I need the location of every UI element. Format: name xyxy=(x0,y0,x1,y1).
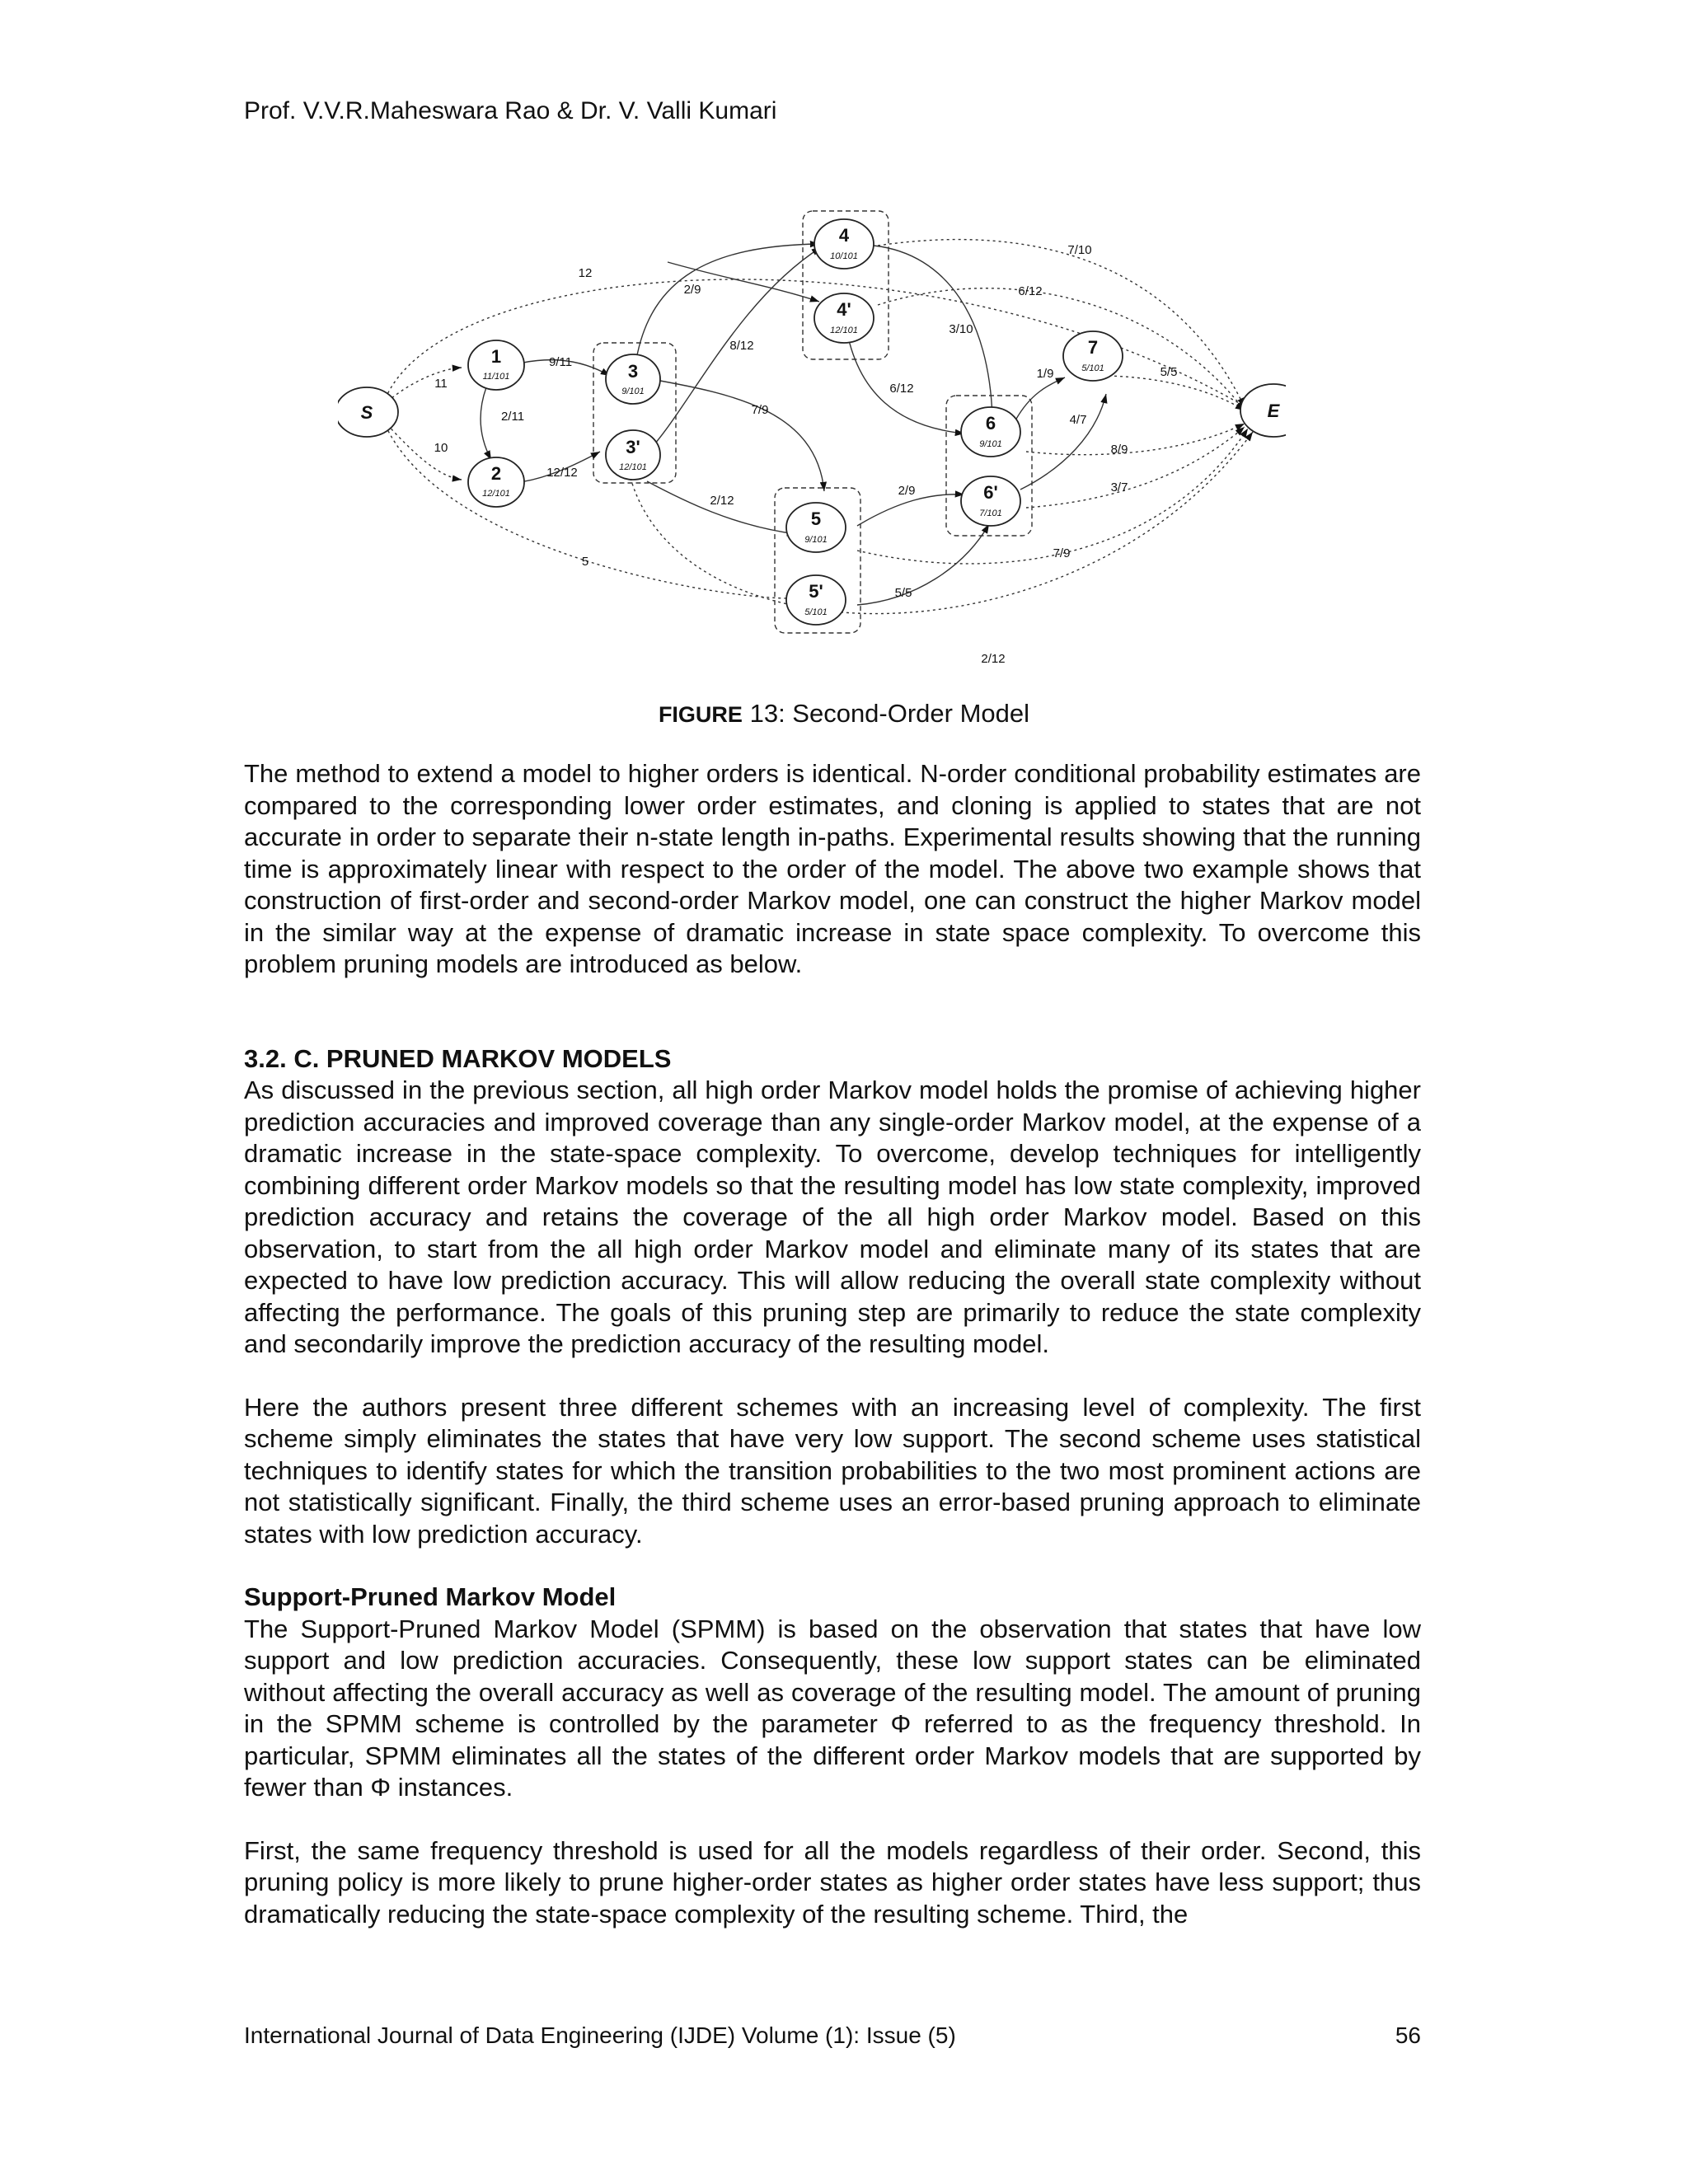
figure-caption xyxy=(0,699,1688,729)
edge-3-4 xyxy=(636,244,819,359)
edge-label: 9/11 xyxy=(548,355,573,369)
node-support: 7/101 xyxy=(979,509,1002,518)
edge-label: 5/5 xyxy=(1160,365,1178,379)
node-support: 9/101 xyxy=(979,439,1002,449)
edge-4p-e xyxy=(878,288,1245,410)
edge-6p-7 xyxy=(1020,394,1106,490)
edge-5-6p xyxy=(857,494,964,526)
edge-3p-5 xyxy=(647,481,796,534)
edge-label: 3/7 xyxy=(1110,480,1128,494)
edge-label: 6/12 xyxy=(1018,284,1043,298)
edge-5-e xyxy=(857,429,1248,564)
node-label: 4' xyxy=(837,299,851,320)
figure-caption-number: 13 xyxy=(749,699,779,728)
edge-6-e xyxy=(1026,424,1245,455)
edge-label: 2/12 xyxy=(710,494,734,508)
section-spmm xyxy=(244,1582,1421,1804)
edge-label: 5 xyxy=(581,555,589,569)
state-diagram xyxy=(338,204,1286,699)
edge-label: 3/10 xyxy=(949,322,973,336)
node-support: 9/101 xyxy=(804,535,828,545)
node-support: 12/101 xyxy=(830,326,858,335)
body-text xyxy=(244,758,1421,1961)
node-label: 1 xyxy=(490,346,502,367)
node-support: 12/101 xyxy=(619,462,647,472)
edge-label: 12/12 xyxy=(546,466,578,480)
figure-caption-label: FIGURE xyxy=(658,702,743,727)
figure-caption-title: : Second-Order Model xyxy=(778,699,1030,728)
edge-label: 11 xyxy=(434,377,448,391)
edge-3-5 xyxy=(651,379,824,491)
node-label: 3' xyxy=(626,437,640,457)
node-label: S xyxy=(360,402,373,423)
edge-label: 12 xyxy=(578,266,593,280)
node-label: 4 xyxy=(838,225,850,246)
edge-label: 2/11 xyxy=(500,410,525,424)
edge-3p-e xyxy=(631,432,1253,614)
edge-label: 7/9 xyxy=(751,403,769,417)
node-support: 11/101 xyxy=(482,372,510,382)
edge-label: 2/12 xyxy=(981,652,1006,666)
edge-s-2 xyxy=(383,420,462,480)
node-label: 5' xyxy=(809,581,823,602)
edge-label: 2/9 xyxy=(683,283,701,297)
paragraph-1: The method to extend a model to higher orders is identical. N-order conditional probability estimates are compared to the corresponding lower order estimates, and cloning is applied to states that are not accurate in order to separate their n-state length in-paths. Experimental results showing that the running time is approximately linear with respect to the order of the model. The above two example shows that construction of first-order and second-order Markov model, one can construct the higher Markov model in the similar way at the expense of dramatic increase in state space complexity. To overcome this problem pruning models are introduced as below. xyxy=(244,759,1421,978)
node-support: 5/101 xyxy=(804,607,828,617)
edge-label: 8/12 xyxy=(729,339,754,353)
node-support: 10/101 xyxy=(830,251,858,261)
edge-label: 10 xyxy=(434,441,448,455)
edge-6p-e xyxy=(1026,427,1245,508)
edge-1-2 xyxy=(481,387,491,460)
edge-label: 5/5 xyxy=(894,586,912,600)
node-support: 12/101 xyxy=(482,489,510,499)
node-label: E xyxy=(1267,401,1280,421)
edge-label: 6/12 xyxy=(889,382,914,396)
edge-s-1 xyxy=(383,368,462,405)
edge-label: 2/9 xyxy=(898,484,916,498)
edge-label: 1/9 xyxy=(1036,367,1054,381)
node-label: 2 xyxy=(490,463,502,484)
paragraph-2: As discussed in the previous section, all high order Markov model holds the promise of achieving higher prediction accuracies and improved coverage than any single-order Markov model, at the expense of a dramatic increase in the state-space complexity. To overcome, develop techniques for intelligently combining different order Markov models so that the resulting model has low state complexity, improved prediction accuracy and retains the coverage of the all high order Markov model. Based on this observation, to start from the all high order Markov model and eliminate many of its states that are expected to have low prediction accuracy. This will allow reducing the overall state complexity without affecting the performance. The goals of this pruning step are primarily to reduce the state complexity and secondarily improve the prediction accuracy of the resulting model. xyxy=(244,1076,1421,1358)
edge-4-e xyxy=(878,240,1245,407)
subsection-heading: Support-Pruned Markov Model xyxy=(244,1582,617,1611)
edge-label: 7/9 xyxy=(1053,546,1071,560)
page-number: 56 xyxy=(1395,2022,1421,2048)
section-heading: 3.2. C. PRUNED MARKOV MODELS xyxy=(244,1043,672,1073)
edge-label: 7/10 xyxy=(1067,243,1092,257)
node-support: 5/101 xyxy=(1081,363,1104,373)
edge-label: 4/7 xyxy=(1069,413,1087,427)
section-pruned-markov xyxy=(244,1043,1421,1361)
node-support: 9/101 xyxy=(621,387,645,396)
edge-6-7 xyxy=(1015,377,1065,420)
page-header-authors: Prof. V.V.R.Maheswara Rao & Dr. V. Valli Kumari xyxy=(244,97,777,124)
footer-journal: International Journal of Data Engineering (IJDE) Volume (1): Issue (5) xyxy=(244,2022,956,2048)
markov-model-figure xyxy=(338,204,1286,699)
node-label: 5 xyxy=(810,509,822,529)
edge-label: 8/9 xyxy=(1110,443,1128,457)
node-label: 6' xyxy=(983,482,998,503)
node-label: 3 xyxy=(627,361,639,382)
paragraph-4: The Support-Pruned Markov Model (SPMM) is based on the observation that states that have low support and low prediction accuracies. Consequently, these low support states can be eliminated without affecting the overall accuracy as well as coverage of the resulting model. The amount of pruning in the SPMM scheme is controlled by the parameter Φ referred to as the frequency threshold. In particular, SPMM eliminates all the states of the different order Markov models that are supported by fewer than Φ instances. xyxy=(244,1614,1421,1802)
edge-5p-6p xyxy=(857,524,989,605)
node-label: 6 xyxy=(985,413,996,434)
node-label: 7 xyxy=(1087,337,1099,358)
paragraph-3: Here the authors present three different schemes with an increasing level of complexity. The first scheme simply eliminates the states that have very low support. The second scheme uses statistical techniques to identify states for which the transition probabilities to the two most prominent actions are not statistically significant. Finally, the third scheme uses an error-based pruning approach to eliminate states with low prediction accuracy. xyxy=(244,1392,1421,1549)
paragraph-5: First, the same frequency threshold is used for all the models regardless of their order. Second, this pruning policy is more likely to prune higher-order states as higher order states have less support; thus dramatically reducing the state-space complexity of the resulting scheme. Third, the xyxy=(244,1835,1421,1929)
edge-7-e xyxy=(1109,376,1245,410)
